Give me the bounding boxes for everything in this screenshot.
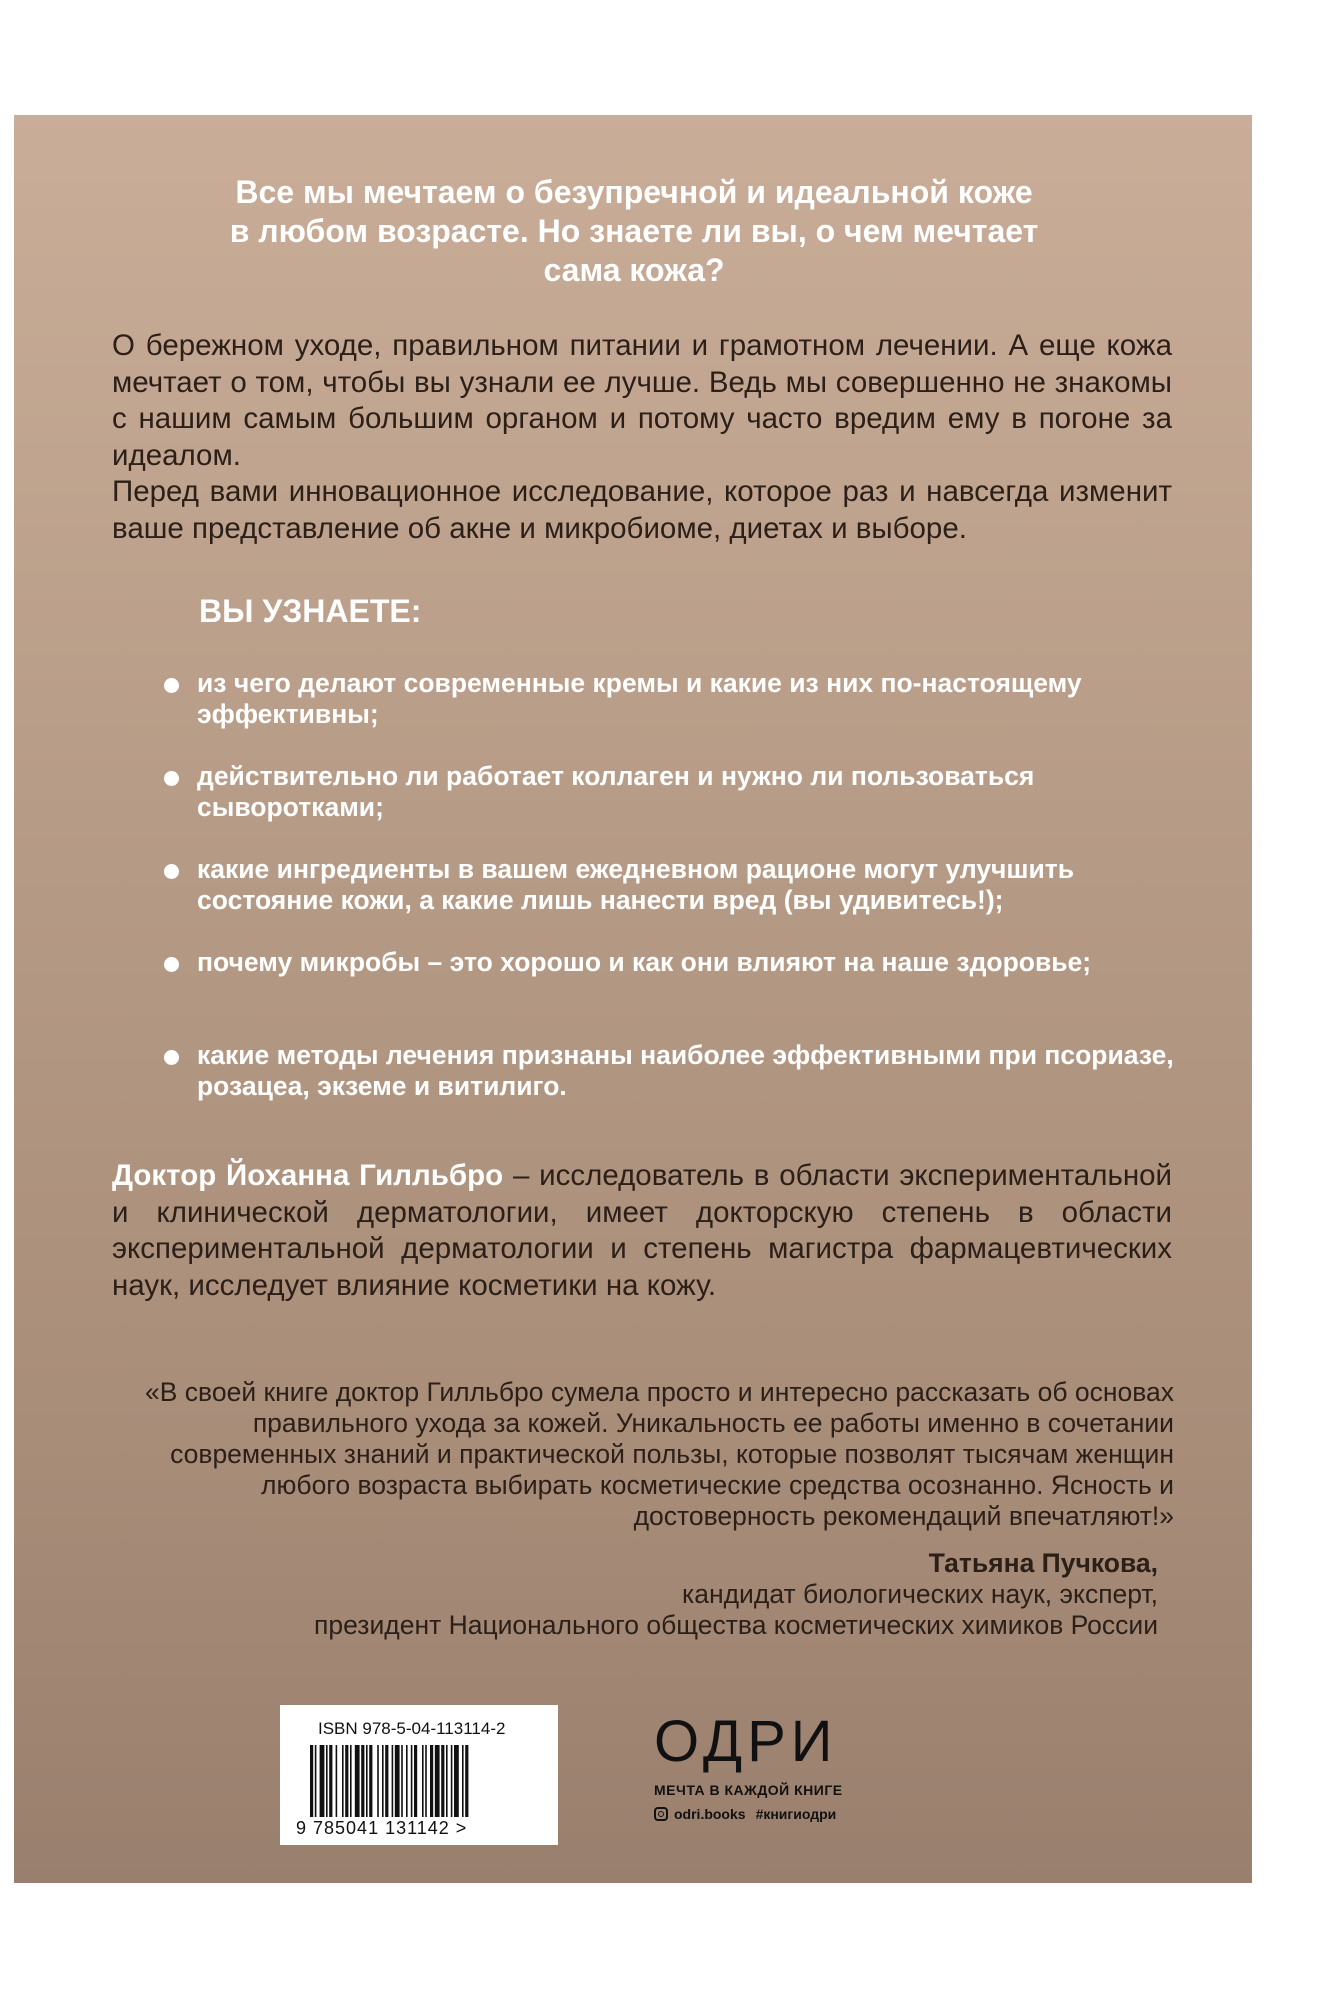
list-item-text: какие ингредиенты в вашем ежедневном рационе могут улучшить состояние кожи, а какие лишь нанести вред (вы удивитесь!);: [197, 854, 1075, 915]
list-item-text: почему микробы – это хорошо и как они влияют на наше здоровье;: [197, 947, 1092, 977]
headline-line: Все мы мечтаем о безупречной и идеальной коже: [235, 174, 1033, 210]
author-bio: [112, 1158, 1172, 1304]
bullet-icon: [164, 957, 179, 972]
barcode-bar: [422, 1745, 424, 1817]
barcode-bar: [336, 1745, 338, 1817]
barcode-bar: [361, 1745, 364, 1817]
barcode-bar: [454, 1745, 459, 1817]
list-item-text: действительно ли работает коллаген и нужно ли пользоваться сыворотками;: [197, 761, 1035, 822]
barcode-bar: [395, 1745, 400, 1817]
headline-line: сама кожа?: [543, 252, 725, 288]
publisher-hashtag: #книгиодри: [755, 1806, 837, 1822]
barcode-bar: [366, 1745, 368, 1817]
quote-attribution: [258, 1548, 1158, 1641]
headline-line: в любом возрасте. Но знаете ли вы, о чем мечтает: [229, 213, 1039, 249]
barcode-bar: [430, 1745, 433, 1817]
barcode-bar: [425, 1745, 427, 1817]
publisher-tagline: МЕЧТА В КАЖДОЙ КНИГЕ: [654, 1782, 843, 1798]
barcode-bar: [377, 1745, 379, 1817]
list-item: [164, 1040, 1174, 1103]
publisher-handle: odri.books: [674, 1806, 746, 1822]
barcode-bar: [342, 1745, 344, 1817]
barcode-bars: [310, 1745, 528, 1817]
barcode-bar: [385, 1745, 388, 1817]
intro-paragraph: Перед вами инновационное исследование, которое раз и навсегда изменит ваше представление об акне и микробиоме, диетах и выборе.: [112, 475, 1172, 545]
reviewer-role: кандидат биологических наук, эксперт,: [682, 1579, 1158, 1609]
barcode-bar: [350, 1745, 352, 1817]
intro-text: [112, 328, 1172, 547]
barcode-bar: [326, 1745, 328, 1817]
list-item-text: из чего делают современные кремы и какие из них по-настоящему эффективны;: [197, 668, 1082, 729]
book-back-cover: [14, 115, 1252, 1883]
barcode-bar: [345, 1745, 348, 1817]
bullet-icon: [164, 771, 179, 786]
barcode-bar: [329, 1745, 332, 1817]
headline: [104, 173, 1164, 290]
barcode-bar: [451, 1745, 453, 1817]
publisher-logo: ОДРИ: [654, 1709, 838, 1774]
barcode-bar: [441, 1745, 444, 1817]
learn-list: [164, 668, 1174, 1133]
barcode-bar: [355, 1745, 360, 1817]
barcode-digits: 9 785041 131142 >: [296, 1818, 468, 1838]
publisher-social: [654, 1806, 874, 1822]
barcode-bar: [369, 1745, 372, 1817]
list-item: [164, 947, 1174, 1010]
bullet-icon: [164, 1050, 179, 1065]
author-bio-text: – исследователь в области экспериментальной и клинической дерматологии, имеет докторскую степень в области экспериментальной дерматологии и степень магистра фармацевтических наук, исследует влияние косметики на кожу.: [112, 1159, 1172, 1302]
list-item-text: какие методы лечения признаны наиболее эффективными при псориазе, розацеа, экземе и витилиго.: [197, 1040, 1174, 1101]
barcode-bar: [320, 1745, 325, 1817]
bullet-icon: [164, 864, 179, 879]
barcode-bar: [465, 1745, 468, 1817]
review-quote: «В своей книге доктор Гилльбро сумела просто и интересно рассказать об основах правильного ухода за кожей. Уникальность ее работы именно в сочетании современных знаний и практической пользы, которые позволят тысячам женщин любого возраста выбирать косметические средства осознанно. Ясность и достоверность рекомендаций впечатляют!»: [145, 1377, 1174, 1531]
barcode-bar: [446, 1745, 448, 1817]
barcode-bar: [435, 1745, 440, 1817]
barcode-bar: [414, 1745, 417, 1817]
publisher-block: [654, 1710, 874, 1822]
barcode-bar: [315, 1745, 317, 1817]
barcode-bar: [401, 1745, 403, 1817]
barcode-bar: [310, 1745, 313, 1817]
isbn-barcode: [280, 1705, 558, 1845]
barcode-bar: [382, 1745, 384, 1817]
list-item: [164, 761, 1174, 824]
barcode-bar: [411, 1745, 413, 1817]
barcode-bar: [462, 1745, 464, 1817]
isbn-number: ISBN 978-5-04-113114-2: [318, 1719, 506, 1738]
reviewer-name: Татьяна Пучкова,: [928, 1548, 1158, 1578]
instagram-icon: [654, 1807, 668, 1821]
learn-heading: ВЫ УЗНАЕТЕ:: [199, 593, 422, 629]
bullet-icon: [164, 678, 179, 693]
barcode-bar: [392, 1745, 394, 1817]
barcode-bar: [406, 1745, 408, 1817]
reviewer-role: президент Национального общества косметических химиков России: [314, 1610, 1158, 1640]
list-item: [164, 854, 1174, 917]
author-name: Доктор Йоханна Гилльбро: [112, 1159, 504, 1192]
intro-paragraph: О бережном уходе, правильном питании и грамотном лечении. А еще кожа мечтает о том, чтобы вы узнали ее лучше. Ведь мы совершенно не знакомы с нашим самым большим органом и потому часто вредим ему в погоне за идеалом.: [112, 329, 1172, 472]
list-item: [164, 668, 1174, 731]
